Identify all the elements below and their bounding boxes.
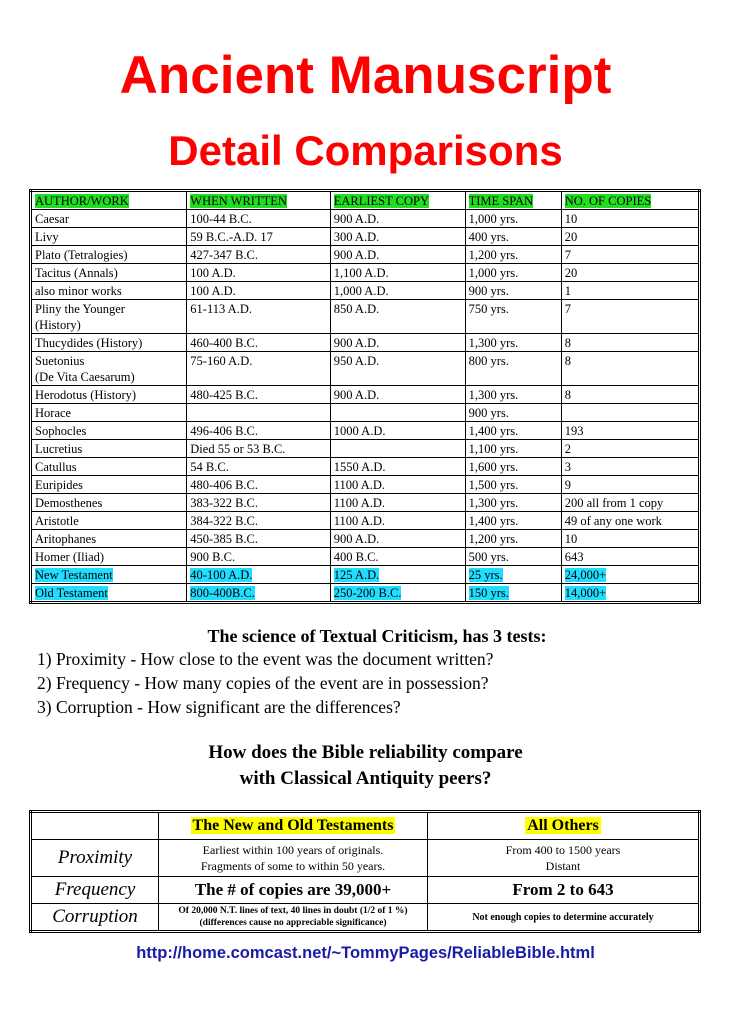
comparison-corner-cell — [31, 812, 159, 840]
cell-when-written: 480-406 B.C. — [187, 476, 330, 494]
cell-earliest-copy: 1550 A.D. — [330, 458, 465, 476]
table-row — [31, 512, 700, 530]
cell-no-of-copies: 7 — [561, 246, 699, 264]
table-row — [31, 476, 700, 494]
table-row — [31, 548, 700, 566]
manuscript-header-row — [31, 191, 700, 210]
cell-when-written: 61-113 A.D. — [187, 300, 330, 334]
cell-author-work: Livy — [31, 228, 187, 246]
cell-no-of-copies: 14,000+ — [561, 584, 699, 603]
cell-time-span: 800 yrs. — [465, 352, 561, 386]
cell-no-of-copies: 3 — [561, 458, 699, 476]
science-heading: The science of Textual Criticism, has 3 tests: — [207, 626, 547, 646]
comparison-table — [29, 810, 701, 933]
cell-author-work: Aristotle — [31, 512, 187, 530]
cell-when-written: 54 B.C. — [187, 458, 330, 476]
cell-earliest-copy: 250-200 B.C. — [330, 584, 465, 603]
cell-author-work: Demosthenes — [31, 494, 187, 512]
cell-no-of-copies: 20 — [561, 228, 699, 246]
cell-when-written: 100-44 B.C. — [187, 210, 330, 228]
test-corruption: 3) Corruption - How significant are the differences? — [37, 697, 401, 717]
cell-time-span: 400 yrs. — [465, 228, 561, 246]
header-others: All Others — [428, 812, 700, 840]
cell-no-of-copies: 24,000+ — [561, 566, 699, 584]
cell-no-of-copies: 49 of any one work — [561, 512, 699, 530]
cell-when-written: 75-160 A.D. — [187, 352, 330, 386]
header-no-of-copies: NO. OF COPIES — [561, 191, 699, 210]
frequency-row — [31, 877, 700, 904]
cell-author-work: Lucretius — [31, 440, 187, 458]
test-frequency: 2) Frequency - How many copies of the event are in possession? — [37, 673, 489, 693]
cell-earliest-copy: 900 A.D. — [330, 334, 465, 352]
cell-when-written: 900 B.C. — [187, 548, 330, 566]
cell-author-work: Aritophanes — [31, 530, 187, 548]
cell-earliest-copy — [330, 404, 465, 422]
table-row — [31, 228, 700, 246]
proximity-row — [31, 840, 700, 877]
manuscript-body — [31, 210, 700, 603]
cell-when-written: 450-385 B.C. — [187, 530, 330, 548]
cell-author-work: New Testament — [31, 566, 187, 584]
cell-time-span: 1,400 yrs. — [465, 512, 561, 530]
table-row — [31, 530, 700, 548]
cell-earliest-copy: 400 B.C. — [330, 548, 465, 566]
comparison-header-row — [31, 812, 700, 840]
cell-time-span: 1,300 yrs. — [465, 494, 561, 512]
cell-earliest-copy: 900 A.D. — [330, 246, 465, 264]
table-row — [31, 458, 700, 476]
cell-earliest-copy: 300 A.D. — [330, 228, 465, 246]
cell-no-of-copies: 10 — [561, 530, 699, 548]
cell-earliest-copy: 900 A.D. — [330, 210, 465, 228]
cell-no-of-copies: 10 — [561, 210, 699, 228]
table-row — [31, 264, 700, 282]
cell-earliest-copy: 950 A.D. — [330, 352, 465, 386]
cell-no-of-copies: 8 — [561, 352, 699, 386]
frequency-others: From 2 to 643 — [428, 877, 700, 904]
cell-author-work: Old Testament — [31, 584, 187, 603]
page-subtitle: Detail Comparisons — [168, 127, 563, 174]
cell-no-of-copies: 20 — [561, 264, 699, 282]
table-row — [31, 494, 700, 512]
textual-criticism-section — [37, 625, 697, 719]
header-when-written: WHEN WRITTEN — [187, 191, 330, 210]
cell-when-written: 383-322 B.C. — [187, 494, 330, 512]
table-row — [31, 422, 700, 440]
source-link[interactable]: http://home.comcast.net/~TommyPages/ReliableBible.html — [136, 944, 595, 962]
cell-when-written: 460-400 B.C. — [187, 334, 330, 352]
cell-time-span: 1,200 yrs. — [465, 530, 561, 548]
cell-no-of-copies: 8 — [561, 334, 699, 352]
table-row — [31, 300, 700, 334]
cell-no-of-copies: 643 — [561, 548, 699, 566]
header-earliest-copy: EARLIEST COPY — [330, 191, 465, 210]
cell-when-written: 496-406 B.C. — [187, 422, 330, 440]
cell-when-written: 480-425 B.C. — [187, 386, 330, 404]
cell-earliest-copy: 1100 A.D. — [330, 512, 465, 530]
cell-author-work: Homer (Iliad) — [31, 548, 187, 566]
cell-time-span: 1,300 yrs. — [465, 386, 561, 404]
proximity-bible: Earliest within 100 years of originals. Fragments of some to within 50 years. — [159, 840, 428, 877]
cell-author-work: Euripides — [31, 476, 187, 494]
corruption-bible: Of 20,000 N.T. lines of text, 40 lines in doubt (1/2 of 1 %) (differences cause no appreciable significance) — [159, 904, 428, 932]
cell-time-span: 25 yrs. — [465, 566, 561, 584]
cell-author-work: also minor works — [31, 282, 187, 300]
table-row — [31, 210, 700, 228]
cell-time-span: 1,200 yrs. — [465, 246, 561, 264]
cell-when-written — [187, 404, 330, 422]
cell-author-work: Pliny the Younger (History) — [31, 300, 187, 334]
cell-time-span: 1,400 yrs. — [465, 422, 561, 440]
table-row — [31, 404, 700, 422]
proximity-label: Proximity — [31, 840, 159, 877]
cell-time-span: 1,500 yrs. — [465, 476, 561, 494]
cell-earliest-copy: 1,000 A.D. — [330, 282, 465, 300]
table-row — [31, 386, 700, 404]
cell-time-span: 750 yrs. — [465, 300, 561, 334]
page-title: Ancient Manuscript — [119, 46, 612, 105]
corruption-others: Not enough copies to determine accurately — [428, 904, 700, 932]
cell-no-of-copies: 193 — [561, 422, 699, 440]
cell-no-of-copies: 8 — [561, 386, 699, 404]
cell-when-written: 59 B.C.-A.D. 17 — [187, 228, 330, 246]
manuscript-table — [29, 189, 701, 604]
cell-author-work: Sophocles — [31, 422, 187, 440]
proximity-others: From 400 to 1500 years Distant — [428, 840, 700, 877]
table-row — [31, 282, 700, 300]
cell-author-work: Herodotus (History) — [31, 386, 187, 404]
cell-when-written: 800-400B.C. — [187, 584, 330, 603]
comparison-question — [0, 740, 731, 792]
corruption-row — [31, 904, 700, 932]
cell-time-span: 1,100 yrs. — [465, 440, 561, 458]
frequency-label: Frequency — [31, 877, 159, 904]
header-time-span: TIME SPAN — [465, 191, 561, 210]
header-bible: The New and Old Testaments — [159, 812, 428, 840]
cell-author-work: Plato (Tetralogies) — [31, 246, 187, 264]
cell-author-work: Suetonius (De Vita Caesarum) — [31, 352, 187, 386]
cell-author-work: Tacitus (Annals) — [31, 264, 187, 282]
cell-earliest-copy: 1,100 A.D. — [330, 264, 465, 282]
cell-when-written: 100 A.D. — [187, 282, 330, 300]
table-row — [31, 246, 700, 264]
cell-author-work: Horace — [31, 404, 187, 422]
cell-earliest-copy: 900 A.D. — [330, 386, 465, 404]
cell-earliest-copy: 1100 A.D. — [330, 476, 465, 494]
cell-author-work: Catullus — [31, 458, 187, 476]
cell-time-span: 1,600 yrs. — [465, 458, 561, 476]
cell-earliest-copy: 1000 A.D. — [330, 422, 465, 440]
frequency-bible: The # of copies are 39,000+ — [159, 877, 428, 904]
cell-when-written: 40-100 A.D. — [187, 566, 330, 584]
cell-time-span: 900 yrs. — [465, 404, 561, 422]
cell-time-span: 1,000 yrs. — [465, 264, 561, 282]
cell-no-of-copies: 7 — [561, 300, 699, 334]
cell-time-span: 900 yrs. — [465, 282, 561, 300]
table-row — [31, 440, 700, 458]
cell-no-of-copies — [561, 404, 699, 422]
cell-when-written: 427-347 B.C. — [187, 246, 330, 264]
cell-author-work: Caesar — [31, 210, 187, 228]
cell-author-work: Thucydides (History) — [31, 334, 187, 352]
cell-when-written: 100 A.D. — [187, 264, 330, 282]
cell-earliest-copy: 850 A.D. — [330, 300, 465, 334]
test-proximity: 1) Proximity - How close to the event was the document written? — [37, 649, 494, 669]
corruption-label: Corruption — [31, 904, 159, 932]
table-row — [31, 352, 700, 386]
question-line-1: How does the Bible reliability compare — [208, 742, 523, 763]
cell-time-span: 1,300 yrs. — [465, 334, 561, 352]
table-row — [31, 334, 700, 352]
cell-time-span: 500 yrs. — [465, 548, 561, 566]
question-line-2: with Classical Antiquity peers? — [239, 768, 492, 789]
cell-no-of-copies: 200 all from 1 copy — [561, 494, 699, 512]
cell-no-of-copies: 2 — [561, 440, 699, 458]
cell-when-written: Died 55 or 53 B.C. — [187, 440, 330, 458]
cell-earliest-copy: 1100 A.D. — [330, 494, 465, 512]
cell-earliest-copy: 900 A.D. — [330, 530, 465, 548]
cell-time-span: 1,000 yrs. — [465, 210, 561, 228]
cell-earliest-copy: 125 A.D. — [330, 566, 465, 584]
header-author-work: AUTHOR/WORK — [31, 191, 187, 210]
table-row — [31, 566, 700, 584]
cell-no-of-copies: 9 — [561, 476, 699, 494]
cell-time-span: 150 yrs. — [465, 584, 561, 603]
cell-earliest-copy — [330, 440, 465, 458]
table-row — [31, 584, 700, 603]
cell-when-written: 384-322 B.C. — [187, 512, 330, 530]
cell-no-of-copies: 1 — [561, 282, 699, 300]
